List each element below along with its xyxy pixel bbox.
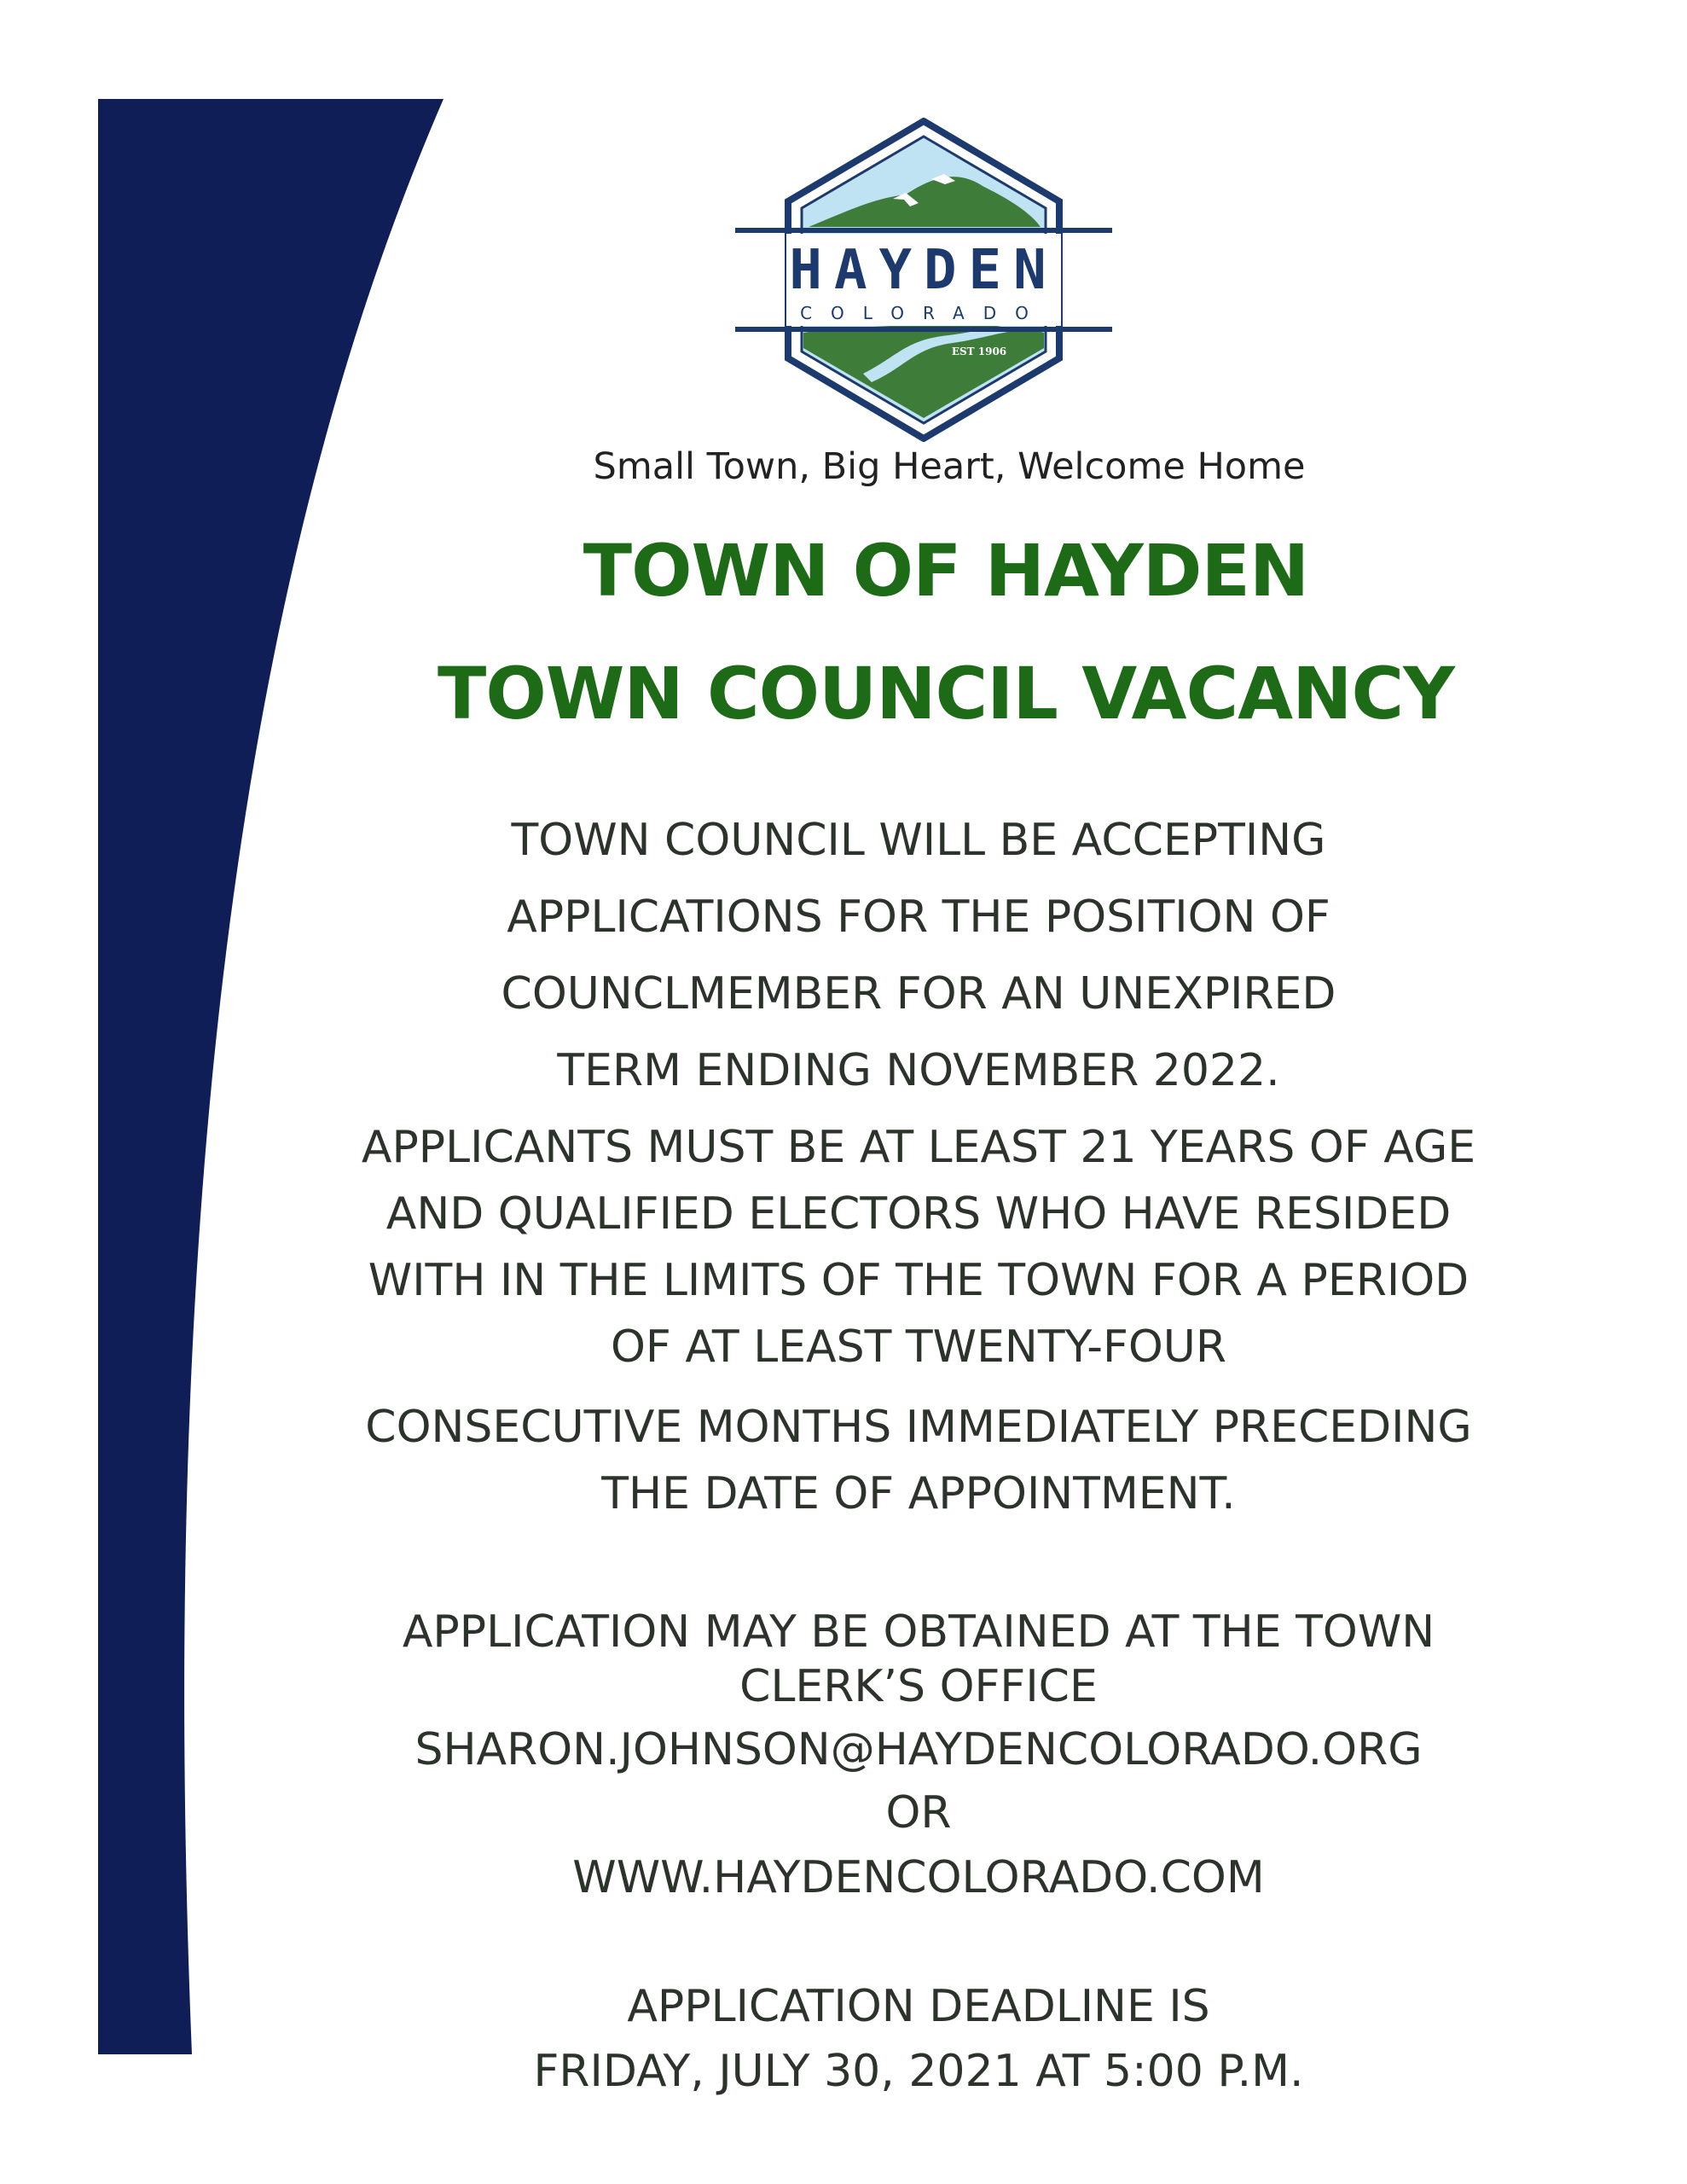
town-website-link[interactable]: WWW.HAYDENCOLORADO.COM <box>572 1852 1265 1903</box>
eligibility-line: APPLICANTS MUST BE AT LEAST 21 YEARS OF AGE <box>361 1122 1476 1173</box>
application-info-line: APPLICATION MAY BE OBTAINED AT THE TOWN <box>402 1606 1435 1658</box>
application-info-office: CLERK’S OFFICE <box>739 1661 1098 1712</box>
announcement-line: APPLICATIONS FOR THE POSITION OF <box>507 892 1330 943</box>
deadline-label: APPLICATION DEADLINE IS <box>627 1981 1210 2032</box>
eligibility-line: OF AT LEAST TWENTY-FOUR <box>611 1321 1226 1373</box>
hayden-colorado-logo <box>735 118 1112 442</box>
tagline: Small Town, Big Heart, Welcome Home <box>593 445 1306 488</box>
eligibility-line: WITH IN THE LIMITS OF THE TOWN FOR A PERIOD <box>368 1255 1470 1306</box>
logo-town-name: HAYDEN <box>789 239 1058 302</box>
heading-council-vacancy: TOWN COUNCIL VACANCY <box>438 652 1454 735</box>
deadline-date: FRIDAY, JULY 30, 2021 AT 5:00 P.M. <box>533 2046 1304 2097</box>
or-separator: OR <box>885 1787 952 1838</box>
clerk-email-link[interactable]: SHARON.JOHNSON@HAYDENCOLORADO.ORG <box>415 1724 1423 1775</box>
announcement-line: COUNCLMEMBER FOR AN UNEXPIRED <box>501 968 1336 1019</box>
announcement-line: TOWN COUNCIL WILL BE ACCEPTING <box>511 815 1326 866</box>
logo-state-name: COLORADO <box>800 303 1047 323</box>
announcement-line: TERM ENDING NOVEMBER 2022. <box>557 1045 1280 1096</box>
logo-established: EST 1906 <box>951 346 1007 357</box>
eligibility-line: CONSECUTIVE MONTHS IMMEDIATELY PRECEDING <box>365 1402 1472 1453</box>
eligibility-line: THE DATE OF APPOINTMENT. <box>601 1468 1236 1519</box>
heading-town-of-hayden: TOWN OF HAYDEN <box>583 529 1309 613</box>
eligibility-line: AND QUALIFIED ELECTORS WHO HAVE RESIDED <box>386 1188 1452 1240</box>
